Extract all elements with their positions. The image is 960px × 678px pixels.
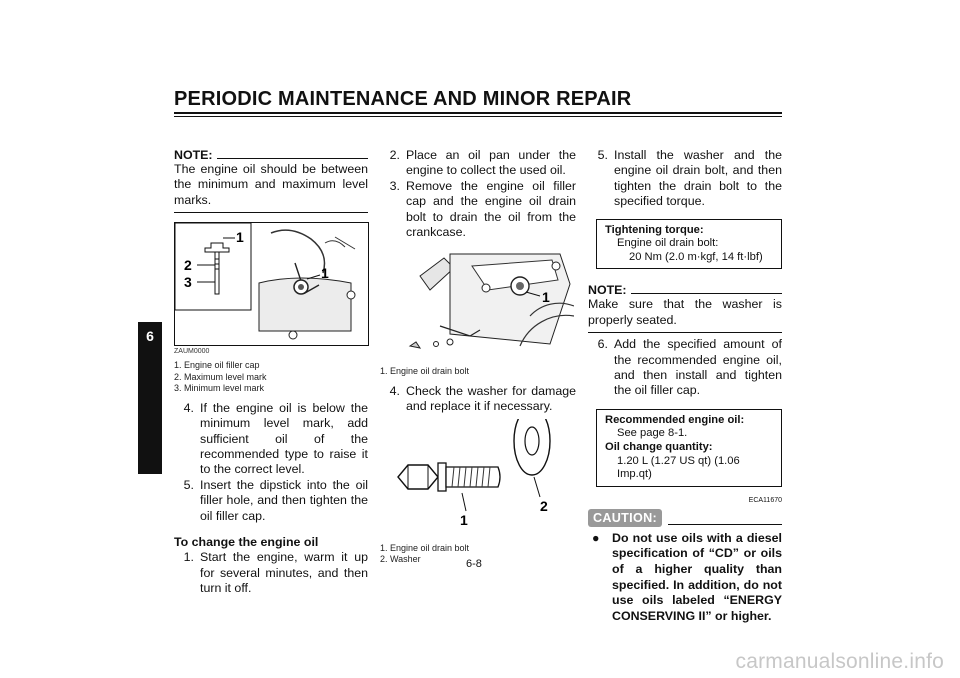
figure-code: ZAUM0000 <box>174 348 210 356</box>
page-title: PERIODIC MAINTENANCE AND MINOR REPAIR <box>174 88 632 110</box>
oil-quantity-heading: Oil change quantity: <box>605 441 713 454</box>
figure-caption-2: 1. Engine oil drain bolt 2. Washer <box>380 542 470 565</box>
watermark: carmanualsonline.info <box>735 650 944 673</box>
oil-heading: Recommended engine oil: <box>605 413 745 426</box>
step-2: 2. Place an oil pan under the engine to collect the used oil. <box>389 148 576 178</box>
step-6: 6. Add the specified amount of the recommended engine oil, and then install and tighten the oil filler cap. <box>597 337 782 398</box>
callout-1: 1 <box>236 229 244 246</box>
dipstick-illustration <box>175 223 368 345</box>
caution-text: Do not use oils with a diesel specification of “CD” or oils of a higher quality than specified. In addition, do not use oils labeled “ENERGY CONSERVING II” or higher. <box>612 530 782 623</box>
oil-quantity-value: 1.20 L (1.27 US qt) (1.06 Imp.qt) <box>617 454 740 481</box>
step-list-2 <box>174 550 368 596</box>
callout-1: 1 <box>460 511 468 528</box>
step-5: 5. Insert the dipstick into the oil filler hole, and then tighten the oil filler cap. <box>183 477 368 523</box>
title-rule <box>174 112 782 114</box>
step-list <box>380 148 576 240</box>
bullet-dot-icon: ● <box>592 530 600 545</box>
chapter-tab-number: 6 <box>146 328 154 344</box>
note-text: Make sure that the washer is properly seated. <box>588 297 782 327</box>
figure-caption: 1. Engine oil filler cap 2. Maximum level mark 3. Minimum level mark <box>174 360 267 394</box>
step-list-2 <box>380 384 576 415</box>
step-list-2 <box>588 337 782 399</box>
torque-heading: Tightening torque: <box>605 223 704 236</box>
figure-bolt-washer <box>380 419 574 539</box>
chapter-tab <box>138 322 162 474</box>
note-text: The engine oil should be between the minimum and maximum level marks. <box>174 162 368 207</box>
step-5: 5. Install the washer and the engine oil drain bolt, and then tighten the drain bolt to the specified torque. <box>597 148 782 209</box>
title-rule-thin <box>174 116 782 117</box>
figure-drain-bolt <box>380 246 574 362</box>
caution-label: CAUTION: <box>588 509 662 527</box>
column-3 <box>588 148 782 624</box>
note-label: NOTE: <box>588 283 627 298</box>
torque-value: 20 Nm (2.0 m·kgf, 14 ft·lbf) <box>629 250 763 263</box>
page-number: 6-8 <box>466 558 482 570</box>
note-heading <box>174 148 368 162</box>
callout-3: 3 <box>184 274 192 291</box>
engine-illustration <box>380 246 574 362</box>
callout-2: 2 <box>184 257 192 274</box>
oil-reference: See page 8-1. <box>617 427 688 440</box>
oil-spec-box <box>596 409 782 487</box>
step-list <box>588 148 782 210</box>
note-heading <box>588 283 782 297</box>
callout-1: 1 <box>542 289 550 306</box>
step-3: 3. Remove the engine oil filler cap and the engine oil drain bolt to drain the oil from the crankcase. <box>389 178 576 240</box>
bolt-washer-illustration <box>380 419 574 539</box>
column-1 <box>174 148 368 597</box>
callout-1b: 1 <box>321 265 329 282</box>
caution-heading <box>588 509 782 527</box>
figure-dipstick <box>174 222 369 346</box>
caution-bullet <box>588 531 782 625</box>
callout-2: 2 <box>540 497 548 514</box>
torque-item: Engine oil drain bolt: <box>617 237 719 250</box>
step-4: 4. Check the washer for damage and replace it if necessary. <box>389 383 576 414</box>
caution-code: ECA11670 <box>748 496 782 504</box>
step-1: 1. Start the engine, warm it up for several minutes, and then turn it off. <box>183 550 368 596</box>
figure-caption: 1. Engine oil drain bolt <box>380 366 470 377</box>
torque-spec-box <box>596 219 782 270</box>
note-label: NOTE: <box>174 148 213 162</box>
step-4: 4. If the engine oil is below the minimum level mark, add sufficient oil of the recommended type to raise it to the correct level. <box>183 400 368 477</box>
column-2 <box>380 148 576 566</box>
step-list <box>174 401 368 524</box>
subheading: To change the engine oil <box>174 534 319 549</box>
